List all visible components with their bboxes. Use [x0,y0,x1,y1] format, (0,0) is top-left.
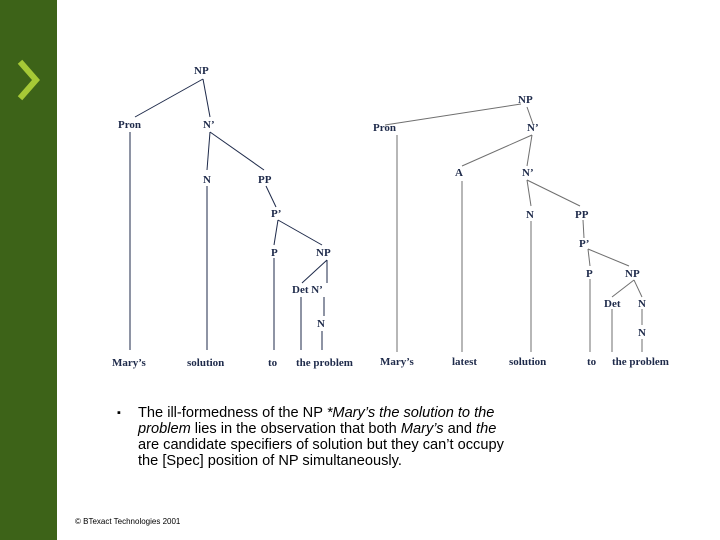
word-marys: Mary’s [380,356,414,368]
copyright-footer: © BTexact Technologies 2001 [75,517,181,526]
text-run-italic: Mary’s [400,421,444,437]
tree-left [112,65,353,369]
edge [527,180,531,206]
node-p: P [271,247,278,259]
node-np: NP [518,94,533,106]
node-n: N [526,209,534,221]
edge [588,249,590,266]
bullet-line-3: are candidate specifiers of solution but they can’t occupy [138,437,504,453]
node-det: Det [604,298,621,310]
node-n-bar: N’ [527,122,539,134]
bullet-icon: ▪ [117,407,121,419]
word-to: to [268,357,278,369]
text-run-italic: problem [138,421,191,437]
word-solution: solution [509,356,547,368]
node-p-bar: P’ [579,238,590,250]
bullet-line-4: the [Spec] position of NP simultaneously. [138,453,402,469]
text-run-italic: *Mary’s the solution to the [326,405,495,421]
edge [274,220,278,245]
node-n-bar: N’ [203,119,215,131]
word-the-problem: the problem [296,357,353,369]
edge [462,135,532,166]
edge [302,260,327,283]
edge [527,180,580,206]
edge [527,135,532,166]
text-run: and [443,421,477,437]
node-pp: PP [575,209,589,221]
node-pron: Pron [118,119,142,131]
node-p-bar: P’ [271,208,282,220]
edge [135,79,203,117]
node-n: N [203,174,211,186]
node-pp: PP [258,174,272,186]
edge [583,220,584,238]
edge [207,132,210,170]
edge [588,249,629,266]
edge [210,132,264,170]
node-n-low: N [638,327,646,339]
node-p: P [586,268,593,280]
text-run-italic: the [476,421,497,437]
edge [203,79,210,117]
node-det-nbar: Det N’ [292,284,323,296]
edge [278,220,322,245]
edge [634,280,642,297]
edge [266,186,276,207]
node-n-mid: N [638,298,646,310]
node-a: A [455,167,463,179]
bullet-text [138,405,668,469]
node-n2: N [317,318,325,330]
word-the-problem: the problem [612,356,669,368]
word-solution: solution [187,357,225,369]
edge [385,104,521,125]
node-pron: Pron [373,122,397,134]
text-run: The ill-formedness of the NP [138,405,327,421]
word-to: to [587,356,597,368]
text-run: lies in the observation that both [190,421,401,437]
bullet-line-1 [138,405,668,421]
edge [612,280,634,297]
node-np: NP [194,65,209,77]
node-np2: NP [625,268,640,280]
node-np2: NP [316,247,331,259]
bullet-line-2 [138,421,668,437]
tree-right [373,94,669,368]
word-marys: Mary’s [112,357,146,369]
node-n-bar2: N’ [522,167,534,179]
word-latest: latest [452,356,478,368]
